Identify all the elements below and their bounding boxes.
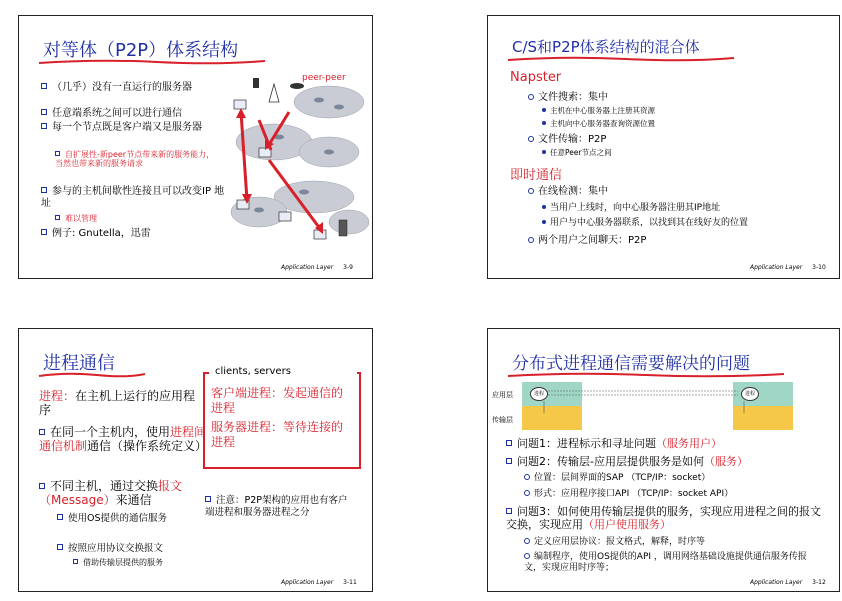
cs-box-top-line-left — [203, 372, 209, 374]
slide-footer: Application Layer 3-12 — [750, 579, 826, 586]
bullet-any-communicate: 任意端系统之间可以进行通信 — [41, 108, 231, 120]
app-layer-label: 应用层 — [492, 391, 513, 399]
transport-sub: 借助传输层提供的服务 — [73, 557, 163, 569]
dot-bullet-icon — [542, 108, 546, 112]
square-bullet-icon — [39, 483, 45, 489]
issue-2-sap: 位置：层间界面的SAP （TCP/IP：socket） — [524, 473, 710, 484]
dot-bullet-icon — [542, 220, 546, 224]
square-bullet-icon — [57, 514, 63, 520]
slide-footer: Application Layer 3-11 — [281, 579, 357, 586]
server-process: 服务器进程：等待连接的进程 — [211, 420, 344, 449]
same-host-bullet: 在同一个主机内，使用进程间通信机制通信（操作系统定义） — [39, 425, 208, 453]
sub-self-scaling: 自扩展性-新peer节点带来新的服务能力，当然也带来新的服务请求 — [55, 150, 215, 168]
square-bullet-icon — [39, 429, 45, 435]
slide-footer: Application Layer 3-10 — [750, 264, 826, 271]
napster-transfer: 文件传输：P2P — [528, 134, 606, 146]
slide-hybrid-architecture — [487, 15, 840, 279]
bullet-no-server: （几乎）没有一直运行的服务器 — [41, 82, 221, 94]
square-bullet-icon — [55, 151, 60, 156]
client-server-box — [203, 366, 361, 469]
square-bullet-icon — [41, 229, 47, 235]
circle-bullet-icon — [524, 490, 530, 496]
title-underline — [506, 55, 736, 63]
square-bullet-icon — [57, 544, 63, 550]
square-bullet-icon — [41, 187, 47, 193]
napster-search-b: 主机向中心服务器查询资源位置 — [542, 119, 655, 129]
slide-title: 分布式进程通信需要解决的问题 — [512, 354, 750, 374]
slide-p2p-architecture — [18, 15, 373, 279]
napster-heading: Napster — [510, 70, 562, 85]
square-bullet-icon — [506, 440, 512, 446]
square-bullet-icon — [41, 123, 47, 129]
issue-3: 问题3：如何使用传输层提供的服务，实现应用进程之间的报文交换，实现应用（用户使用服务） — [506, 505, 821, 531]
slide-title: 对等体（P2P）体系结构 — [43, 40, 239, 61]
p2p-network-diagram — [219, 72, 369, 252]
bullet-intermittent: 参与的主机间歇性连接且可以改变IP 地址 — [41, 186, 225, 209]
im-chat: 两个用户之间聊天：P2P — [528, 235, 646, 247]
dot-bullet-icon — [542, 205, 546, 209]
p2p-note: 注意：P2P架构的应用也有客户端进程和服务器进程之分 — [205, 495, 348, 518]
cs-box-top-line-right — [357, 372, 361, 374]
circle-bullet-icon — [528, 94, 534, 100]
circle-bullet-icon — [524, 538, 530, 544]
peer-peer-label: peer-peer — [302, 73, 346, 83]
dot-bullet-icon — [542, 150, 546, 154]
square-bullet-icon — [73, 559, 78, 564]
circle-bullet-icon — [524, 474, 530, 480]
im-presence: 在线检测：集中 — [528, 186, 608, 198]
circle-bullet-icon — [524, 553, 530, 559]
square-bullet-icon — [41, 109, 47, 115]
sub-hard-manage: 难以管理 — [55, 214, 97, 223]
im-presence-b: 用户与中心服务器联系，以找到其在线好友的位置 — [542, 218, 748, 229]
dot-bullet-icon — [542, 121, 546, 125]
square-bullet-icon — [55, 215, 60, 220]
title-underline — [506, 371, 786, 379]
bullet-examples: 例子: Gnutella，迅雷 — [41, 228, 151, 240]
square-bullet-icon — [205, 496, 211, 502]
title-underline — [37, 58, 267, 66]
issue-3-protocol: 定义应用层协议：报文格式，解释，时序等 — [524, 537, 705, 548]
diff-host-bullet: 不同主机，通过交换报文（Message）来通信 — [39, 479, 183, 507]
title-underline — [37, 371, 147, 379]
process-definition: 进程：在主机上运行的应用程序 — [39, 389, 196, 417]
square-bullet-icon — [506, 458, 512, 464]
napster-search: 文件搜索：集中 — [528, 92, 608, 104]
circle-bullet-icon — [528, 237, 534, 243]
cs-box-title: clients, servers — [215, 366, 291, 377]
issue-1: 问题1：进程标示和寻址问题（服务用户） — [506, 437, 722, 450]
client-process: 客户端进程：发起通信的进程 — [211, 386, 344, 415]
network-cloud — [231, 86, 369, 234]
im-heading: 即时通信 — [510, 168, 563, 183]
square-bullet-icon — [506, 508, 512, 514]
os-service-sub: 使用OS提供的通信服务 — [57, 513, 197, 525]
circle-bullet-icon — [528, 136, 534, 142]
slide-title: 进程通信 — [43, 353, 115, 374]
im-presence-a: 当用户上线时，向中心服务器注册其IP地址 — [542, 203, 720, 214]
issue-3-program: 编制程序，使用OS提供的API ，调用网络基础设施提供通信服务传报文，实现应用时序等； — [524, 552, 807, 573]
layer-dashed-lines — [538, 387, 758, 417]
napster-transfer-a: 任意Peer节点之间 — [542, 148, 612, 158]
circle-bullet-icon — [528, 188, 534, 194]
slide-title: C/S和P2P体系结构的混合体 — [512, 38, 700, 56]
square-bullet-icon — [41, 83, 47, 89]
transport-layer-label: 传输层 — [492, 416, 513, 424]
issue-2: 问题2：传输层-应用层提供服务是如何（服务） — [506, 455, 748, 468]
bullet-node-both: 每一个节点既是客户端又是服务器 — [41, 122, 221, 134]
process-circle: 进程 — [530, 387, 548, 401]
process-circle: 进程 — [741, 387, 759, 401]
slide-process-communication — [18, 328, 373, 592]
issue-2-api: 形式：应用程序接口API （TCP/IP：socket API） — [524, 489, 733, 500]
slide-distributed-issues — [487, 328, 840, 592]
napster-search-a: 主机在中心服务器上注册其资源 — [542, 106, 655, 116]
app-protocol-sub: 按照应用协议交换报文 — [57, 543, 163, 555]
slide-footer: Application Layer 3-9 — [281, 264, 353, 271]
